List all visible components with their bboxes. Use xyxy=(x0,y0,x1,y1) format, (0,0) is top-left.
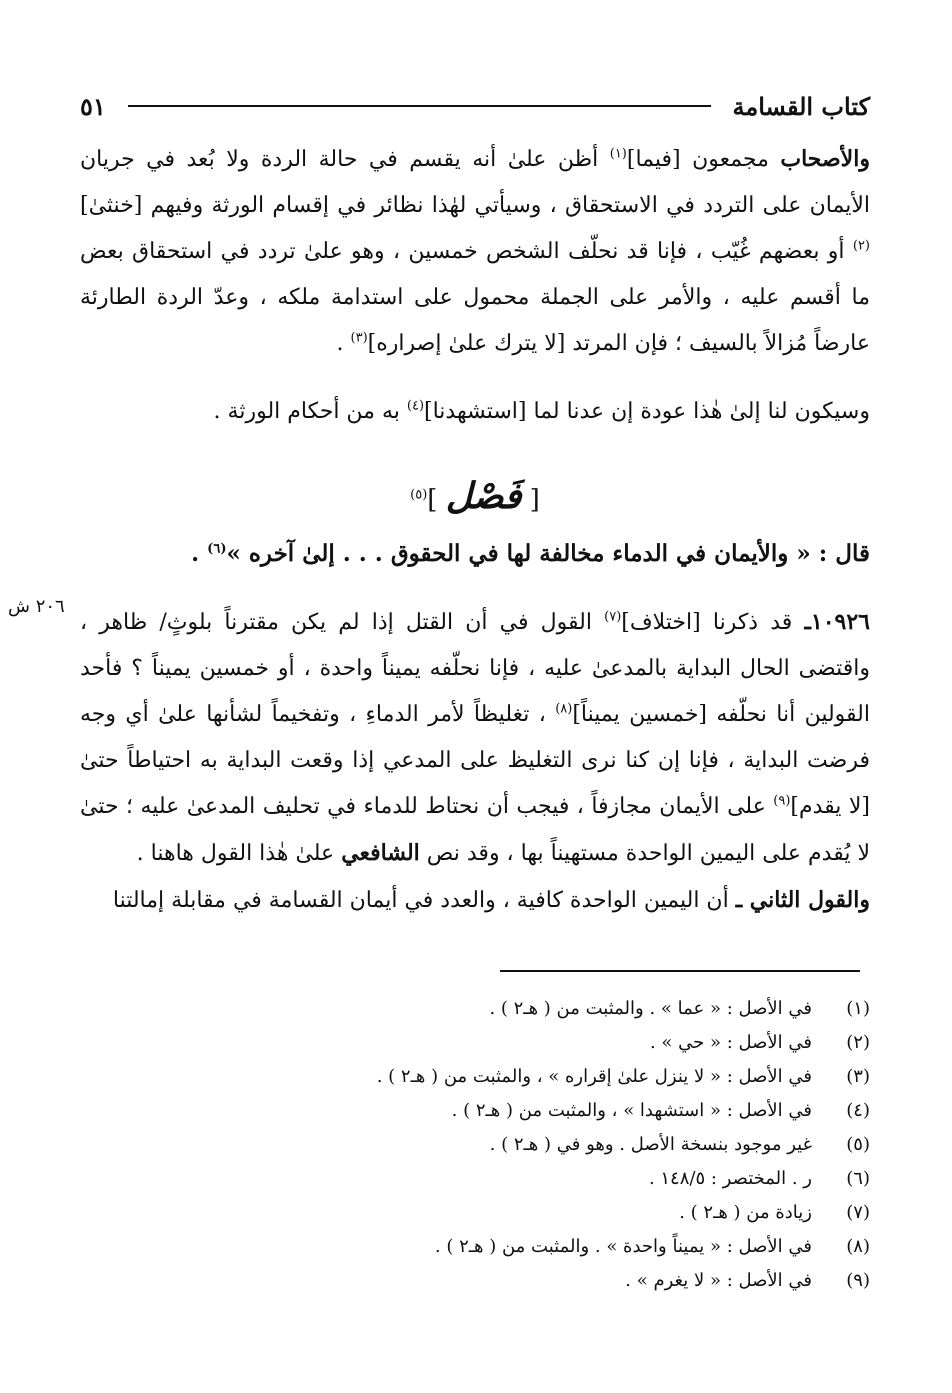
paragraph-3 xyxy=(80,599,870,877)
footnote-text: ر . المختصر : ١٤٨/٥ . xyxy=(648,1168,812,1189)
footnote-number: (٨) xyxy=(846,1236,870,1257)
paragraph-text: على الأيمان مجازفاً ، فيجب أن نحتاط للدماء في تحليف المدعىٰ عليه ؛ حتىٰ لا يُقدم على اليمين الواحدة مستهيناً بها ، وقد نص xyxy=(80,794,870,866)
footnote-item xyxy=(80,1162,870,1196)
footnote-ref: (٨) xyxy=(555,701,573,717)
footnote-item xyxy=(80,1196,870,1230)
footnote-text: في الأصل : « لا يغرم » . xyxy=(625,1270,812,1291)
footnote-ref: (٦) xyxy=(207,541,227,557)
paragraph-text: . xyxy=(336,331,351,356)
paragraph-text: القول في أن القتل إذا لم يكن مقترناً بلوثٍ/ ظاهر ، واقتضى الحال البداية بالمدعىٰ عليه ، فإنا نحلّفه يميناً واحدة ، أو خمسين يميناً ؟ فأحد القولين أنا نحلّفه [خمسين يميناً] xyxy=(80,610,870,727)
paragraph-text: أن اليمين الواحدة كافية ، والعدد في أيمان القسامة في مقابلة إمالتنا xyxy=(112,888,736,913)
running-title: كتاب القسامة xyxy=(732,91,870,121)
footnote-number: (٧) xyxy=(846,1202,870,1223)
footnote-item xyxy=(80,1128,870,1162)
footnote-ref: (٧) xyxy=(604,609,622,625)
footnote-ref: (٢) xyxy=(852,238,870,254)
paragraph-text: وسيكون لنا إلىٰ هٰذا عودة إن عدنا لما [استشهدنا] xyxy=(424,399,870,424)
paragraph-text: به من أحكام الورثة . xyxy=(213,399,407,424)
paragraph-gap xyxy=(80,367,870,389)
footnote-text: في الأصل : « عما » . والمثبت من ( هـ٢ ) . xyxy=(489,998,812,1019)
bracket-close: ] xyxy=(427,485,446,515)
margin-note: ٢٠٦ ش xyxy=(8,596,65,617)
footnote-ref: (١) xyxy=(609,146,627,162)
paragraph-lead: والقول الثاني ـ xyxy=(735,887,870,913)
bracket-open: [ xyxy=(521,485,540,515)
paragraph-text: مجمعون [فيما] xyxy=(626,147,781,172)
footnote-item xyxy=(80,1026,870,1060)
footnote-item xyxy=(80,1060,870,1094)
statement-text: قال : « والأيمان في الدماء مخالفة لها في الحقوق . . . إلىٰ آخره » xyxy=(226,540,870,567)
paragraph-text: أظن علىٰ أنه يقسم في حالة الردة ولا بُعد في جريان الأيمان على التردد في الاستحقاق ، وسيأتي لهٰذا نظائر في إقسام الورثة وفيهم [خنثىٰ] xyxy=(80,147,870,218)
footnote-text: في الأصل : « حي » . xyxy=(649,1032,812,1053)
main-text xyxy=(80,136,870,924)
footnote-ref: (٥) xyxy=(410,487,428,503)
footnote-item xyxy=(80,1230,870,1264)
footnote-separator xyxy=(500,970,860,972)
footnote-item xyxy=(80,1094,870,1128)
footnote-text: في الأصل : « لا ينزل علىٰ إقراره » ، والمثبت من ( هـ٢ ) . xyxy=(376,1066,812,1087)
paragraph-1 xyxy=(80,136,870,367)
footnote-number: (٦) xyxy=(846,1168,870,1189)
paragraph-gap xyxy=(80,577,870,599)
footnote-number: (٤) xyxy=(846,1100,870,1121)
footnote-ref: (٣) xyxy=(350,330,368,346)
footnote-text: في الأصل : « يميناً واحدة » . والمثبت من ( هـ٢ ) . xyxy=(434,1236,812,1257)
paragraph-text: علىٰ هٰذا القول هاهنا . xyxy=(136,841,342,866)
footnote-text: في الأصل : « استشهدا » ، والمثبت من ( هـ٢ ) . xyxy=(451,1100,812,1121)
footnote-ref: (٩) xyxy=(773,793,791,809)
page-header xyxy=(80,86,870,126)
quoted-statement xyxy=(80,531,870,577)
footnote-number: (٩) xyxy=(846,1270,870,1291)
footnote-ref: (٤) xyxy=(406,398,425,414)
statement-text: . xyxy=(191,540,208,567)
footnote-item xyxy=(80,992,870,1026)
footnote-number: (٢) xyxy=(846,1032,870,1053)
paragraph-lead: والأصحاب xyxy=(780,146,870,172)
footnotes xyxy=(80,992,870,1298)
bold-name: الشافعي xyxy=(341,840,420,866)
paragraph-2 xyxy=(80,389,870,435)
page-number: ٥١ xyxy=(80,91,106,121)
header-rule xyxy=(128,105,711,107)
footnote-item xyxy=(80,1264,870,1298)
footnote-number: (٣) xyxy=(846,1066,870,1087)
footnote-text: غير موجود بنسخة الأصل . وهو في ( هـ٢ ) . xyxy=(489,1134,812,1155)
footnote-text: زيادة من ( هـ٢ ) . xyxy=(679,1202,812,1223)
paragraph-text: أو بعضهم غُيّب ، فإنا قد نحلّف الشخص خمسين ، وهو علىٰ تردد في استحقاق بعض ما أقسم عليه ، والأمر على الجملة محمول على استدامة ملكه ، وعدّ الردة الطارئة عارضاً مُزالاً بالسيف ؛ فإن المرتد [لا يترك علىٰ إصراره] xyxy=(80,239,870,356)
paragraph-text: قد ذكرنا [اختلاف] xyxy=(621,610,805,635)
paragraph-text: ، تغليظاً لأمر الدماءِ ، وتفخيماً لشأنها علىٰ أي وجه فرضت البداية ، فإنا إن كنا نرى التغليظ على المدعي إذا وقعت البداية به احتياطاً حتىٰ [لا يقدم] xyxy=(80,702,870,819)
footnote-number: (٥) xyxy=(846,1134,870,1155)
paragraph-number: ١٠٩٢٦ـ xyxy=(804,609,870,635)
footnote-number: (١) xyxy=(846,998,870,1019)
fasl-calligraphy: فَصْل xyxy=(445,475,522,517)
paragraph-4 xyxy=(80,877,870,924)
section-heading xyxy=(80,469,870,527)
